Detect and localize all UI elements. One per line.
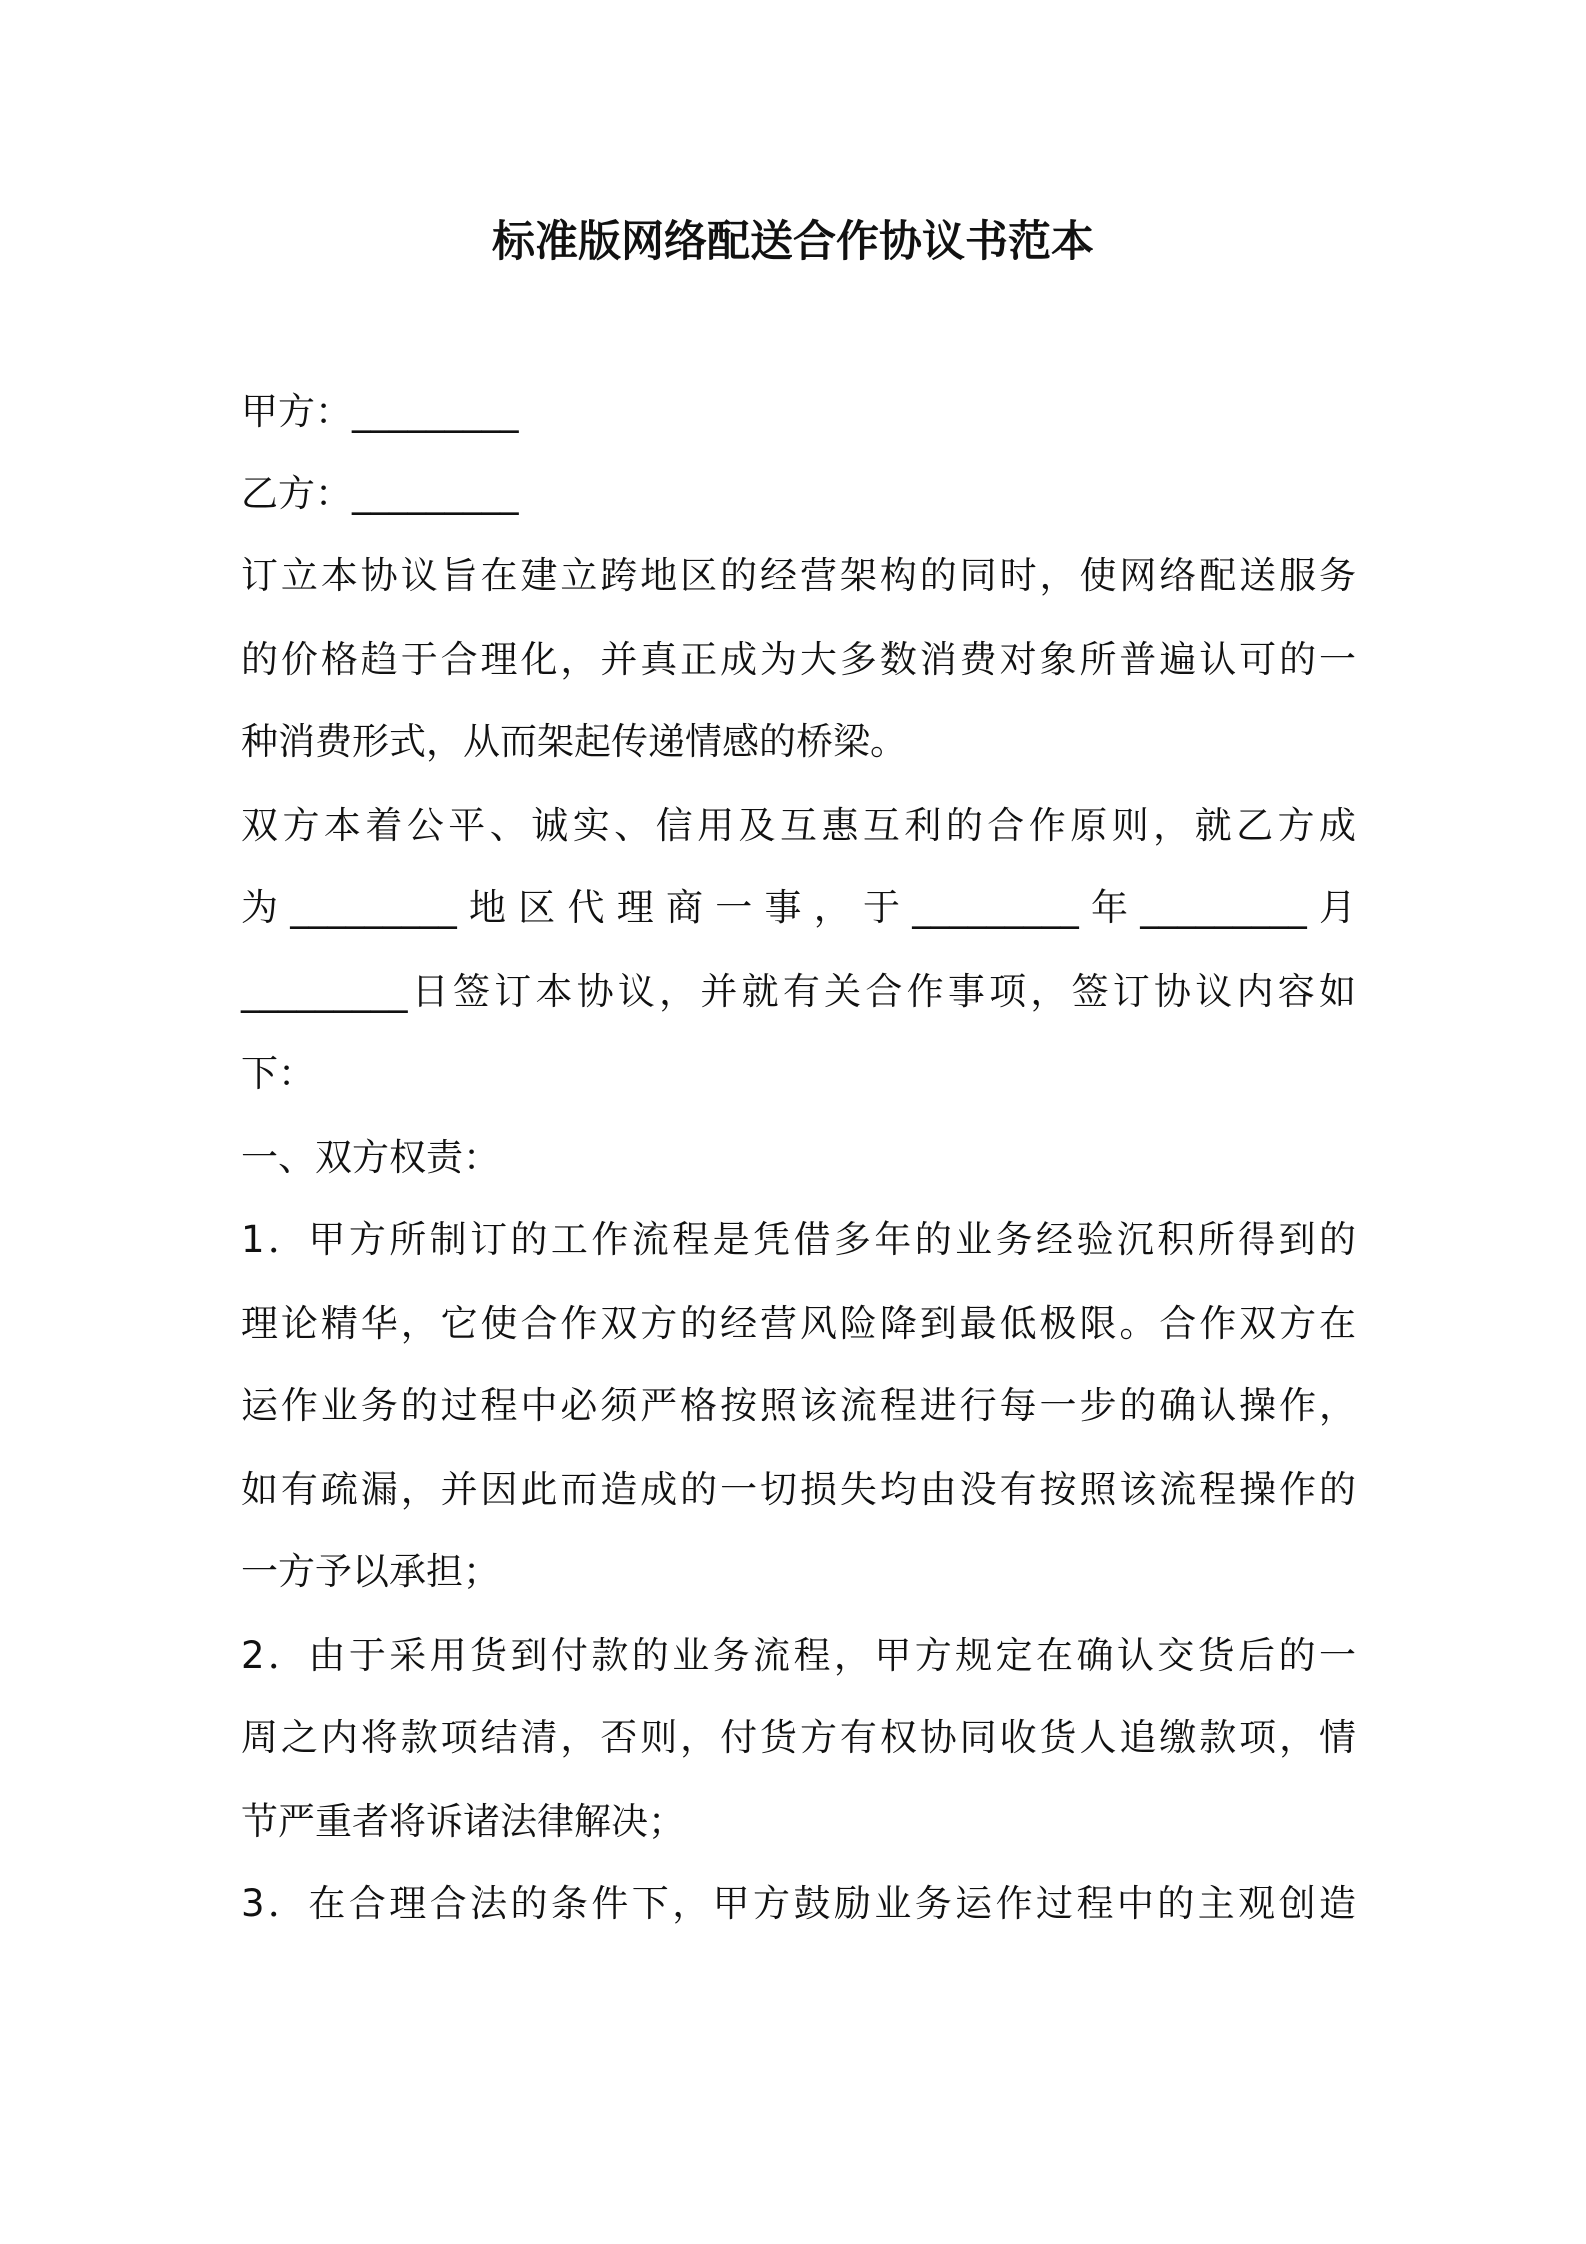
document-line: 的价格趋于合理化，并真正成为大多数消费对象所普遍认可的一: [241, 638, 1356, 681]
document-line: 种消费形式，从而架起传递情感的桥梁。: [241, 720, 907, 763]
document-line: 一方予以承担；: [241, 1550, 500, 1593]
document-line: 一、双方权责：: [241, 1136, 500, 1179]
document-line: 下：: [241, 1052, 315, 1095]
document-line: 3．在合理合法的条件下，甲方鼓励业务运作过程中的主观创造: [241, 1882, 1356, 1925]
document-line: 订立本协议旨在建立跨地区的经营架构的同时，使网络配送服务: [241, 554, 1356, 597]
document-line: 双方本着公平、诚实、信用及互惠互利的合作原则，就乙方成: [241, 804, 1356, 847]
document-line: 为_________地区代理商一事，于_________年_________月: [241, 886, 1356, 929]
document-line: 2．由于采用货到付款的业务流程，甲方规定在确认交货后的一: [241, 1634, 1356, 1677]
document-line: 如有疏漏，并因此而造成的一切损失均由没有按照该流程操作的: [241, 1468, 1356, 1511]
document-line: _________日签订本协议，并就有关合作事项，签订协议内容如: [241, 970, 1356, 1013]
document-line: 甲方：_________: [241, 390, 519, 433]
document-line: 节严重者将诉诸法律解决；: [241, 1800, 685, 1843]
document-line: 1．甲方所制订的工作流程是凭借多年的业务经验沉积所得到的: [241, 1218, 1356, 1261]
document-line: 运作业务的过程中必须严格按照该流程进行每一步的确认操作，: [241, 1384, 1356, 1427]
document-line: 理论精华，它使合作双方的经营风险降到最低极限。合作双方在: [241, 1302, 1356, 1345]
document-line: 乙方：_________: [241, 472, 519, 515]
document-title: 标准版网络配送合作协议书范本: [492, 217, 1094, 267]
document-line: 周之内将款项结清，否则，付货方有权协同收货人追缴款项，情: [241, 1716, 1356, 1759]
